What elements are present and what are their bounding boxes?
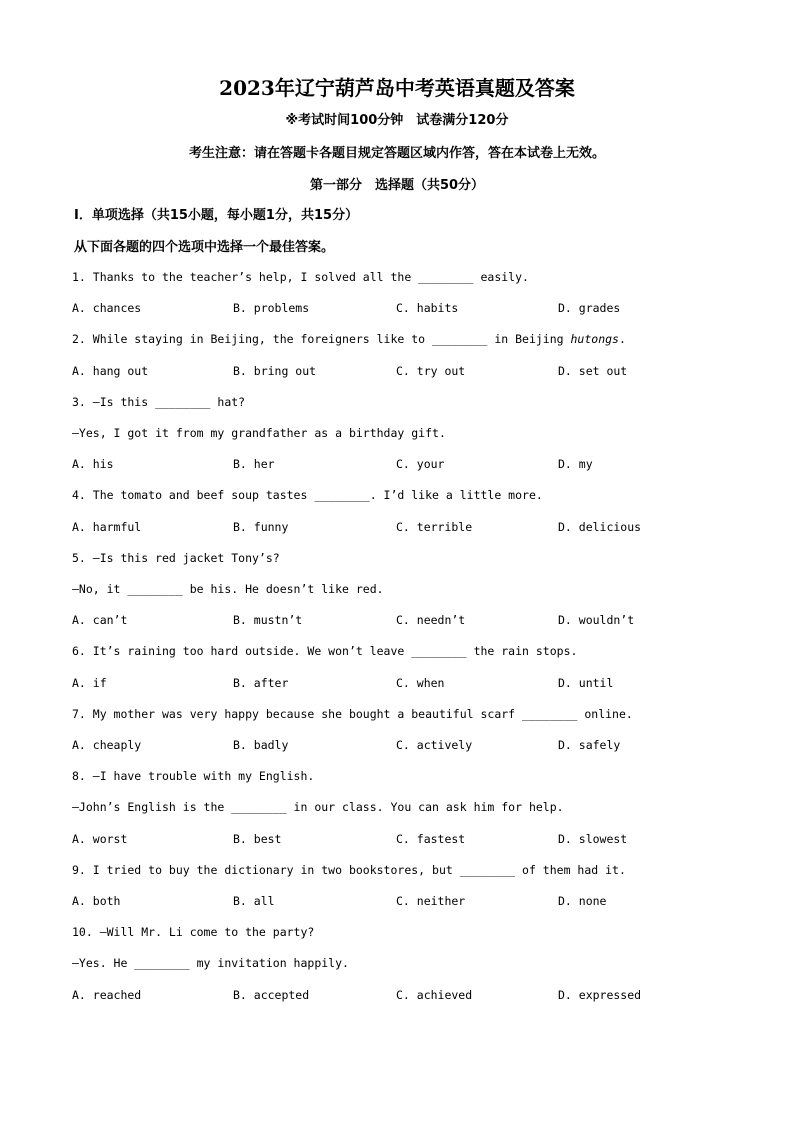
q5-option-d: D. wouldn’t (558, 613, 635, 627)
q1-option-d: D. grades (558, 301, 621, 315)
q7-option-b: B. badly (233, 738, 289, 752)
part-heading: 第一部分 选择题（共50分） (309, 178, 485, 193)
q2-option-a: A. hang out (72, 364, 149, 378)
q3-option-a: A. his (72, 457, 114, 471)
q5-option-c: C. needn’t (396, 613, 466, 627)
exam-notice: 考生注意：请在答题卡各题目规定答题区域内作答，答在本试卷上无效。 (188, 146, 605, 161)
section-instruction: 从下面各题的四个选项中选择一个最佳答案。 (74, 240, 335, 255)
q9-option-a: A. both (72, 894, 121, 908)
q1-option-b: B. problems (233, 301, 310, 315)
q10-option-c: C. achieved (396, 988, 473, 1002)
q1-option-c: C. habits (396, 301, 459, 315)
q3-option-d: D. my (558, 457, 593, 471)
q2-option-d: D. set out (558, 364, 628, 378)
q2-stem-text: 2. While staying in Beijing, the foreigners like to ________ in Beijing (72, 332, 571, 346)
q8-option-c: C. fastest (396, 832, 466, 846)
q4-option-a: A. harmful (72, 520, 142, 534)
q9-option-d: D. none (558, 894, 607, 908)
q6-option-a: A. if (72, 676, 107, 690)
question-8-reply: —John’s English is the ________ in our class. You can ask him for help. (72, 800, 564, 814)
q8-option-a: A. worst (72, 832, 128, 846)
question-10-stem: 10. —Will Mr. Li come to the party? (72, 925, 315, 939)
q3-option-c: C. your (396, 457, 445, 471)
question-3-stem: 3. —Is this ________ hat? (72, 395, 246, 409)
q3-option-b: B. her (233, 457, 275, 471)
q9-option-b: B. all (233, 894, 275, 908)
page-title: 2023年辽宁葫芦岛中考英语真题及答案 (219, 76, 575, 100)
section-heading: Ⅰ．单项选择（共15小题，每小题1分，共15分） (74, 208, 359, 223)
question-3-reply: —Yes, I got it from my grandfather as a birthday gift. (72, 426, 446, 440)
q1-option-a: A. chances (72, 301, 142, 315)
q7-option-a: A. cheaply (72, 738, 142, 752)
q10-option-b: B. accepted (233, 988, 310, 1002)
question-5-reply: —No, it ________ be his. He doesn’t like red. (72, 582, 384, 596)
q7-option-c: C. actively (396, 738, 473, 752)
q8-option-b: B. best (233, 832, 282, 846)
question-4-stem: 4. The tomato and beef soup tastes ________. I’d like a little more. (72, 488, 543, 502)
question-1-stem: 1. Thanks to the teacher’s help, I solved all the ________ easily. (72, 270, 529, 284)
question-9-stem: 9. I tried to buy the dictionary in two bookstores, but ________ of them had it. (72, 863, 626, 877)
q2-italic-word: hutongs (570, 332, 619, 346)
q7-option-d: D. safely (558, 738, 621, 752)
q10-option-a: A. reached (72, 988, 142, 1002)
q2-stem-tail: . (618, 332, 626, 346)
q4-option-d: D. delicious (558, 520, 642, 534)
question-6-stem: 6. It’s raining too hard outside. We won’t leave ________ the rain stops. (72, 644, 578, 658)
q10-option-d: D. expressed (558, 988, 642, 1002)
q5-option-b: B. mustn’t (233, 613, 303, 627)
question-10-reply: —Yes. He ________ my invitation happily. (72, 956, 349, 970)
q2-option-b: B. bring out (233, 364, 317, 378)
q6-option-d: D. until (558, 676, 614, 690)
question-7-stem: 7. My mother was very happy because she bought a beautiful scarf ________ online. (72, 707, 633, 721)
q6-option-b: B. after (233, 676, 289, 690)
q4-option-c: C. terrible (396, 520, 473, 534)
question-5-stem: 5. —Is this red jacket Tony’s? (72, 551, 280, 565)
q2-option-c: C. try out (396, 364, 466, 378)
question-8-stem: 8. —I have trouble with my English. (72, 769, 315, 783)
q8-option-d: D. slowest (558, 832, 628, 846)
question-2-stem (72, 332, 626, 346)
exam-info: ※考试时间100分钟 试卷满分120分 (285, 113, 509, 128)
q9-option-c: C. neither (396, 894, 466, 908)
q6-option-c: C. when (396, 676, 445, 690)
q5-option-a: A. can’t (72, 613, 128, 627)
q4-option-b: B. funny (233, 520, 289, 534)
